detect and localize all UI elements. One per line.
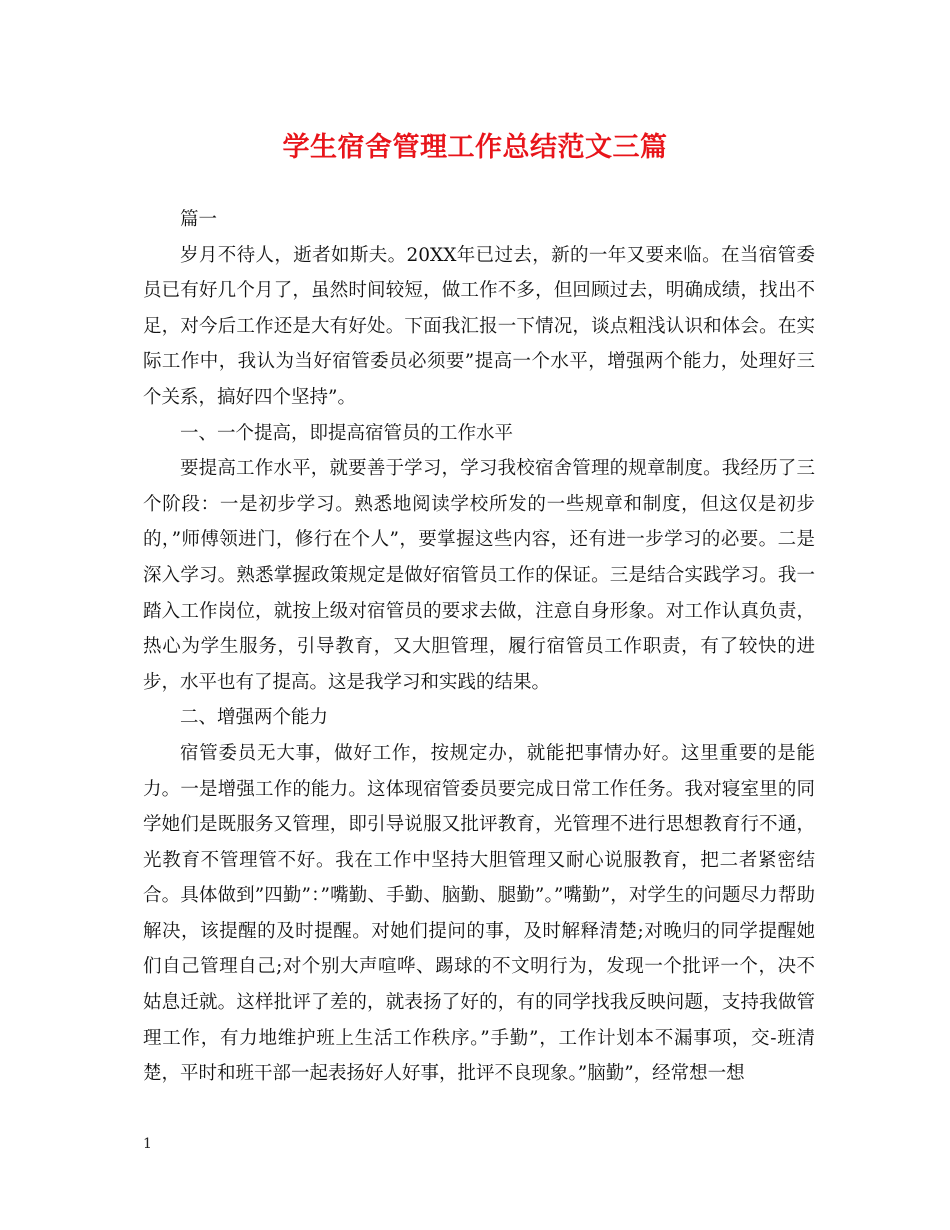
document-body	[143, 202, 815, 1092]
body-paragraph: 岁月不待人，逝者如斯夫。20XX年已过去，新的一年又要来临。在当宿管委员已有好几个月了，虽然时间较短，做工作不多，但回顾过去，明确成绩，找出不足，对今后工作还是大有好处。下面我汇报一下情况，谈点粗浅认识和体会。在实际工作中，我认为当好宿管委员必须要”提高一个水平，增强两个能力，处理好三个关系，搞好四个坚持”。	[143, 244, 815, 408]
section-heading: 一、一个提高，即提高宿管员的工作水平	[180, 422, 514, 444]
body-paragraph: 宿管委员无大事，做好工作，按规定办，就能把事情办好。这里重要的是能力。一是增强工作的能力。这体现宿管委员要完成日常工作任务。我对寝室里的同学她们是既服务又管理，即引导说服又批评教育，光管理不进行思想教育行不通，光教育不管理管不好。我在工作中坚持大胆管理又耐心说服教育，把二者紧密结合。具体做到”四勤”：”嘴勤、手勤、脑勤、腿勤”。”嘴勤”，对学生的问题尽力帮助解决，该提醒的及时提醒。对她们提问的事，及时解释清楚;对晚归的同学提醒她们自己管理自己;对个别大声喧哗、踢球的不文明行为，发现一个批评一个，决不姑息迁就。这样批评了差的，就表扬了好的，有的同学找我反映问题，支持我做管理工作，有力地维护班上生活工作秩序。”手勤”，工作计划本不漏事项，交-班清楚，平时和班干部一起表扬好人好事，批评不良现象。”脑勤”，经常想一想	[143, 742, 815, 1085]
page-number: 1	[143, 1136, 152, 1152]
section-heading: 二、增强两个能力	[180, 707, 329, 729]
body-paragraph: 要提高工作水平，就要善于学习，学习我校宿舍管理的规章制度。我经历了三个阶段：一是初步学习。熟悉地阅读学校所发的一些规章和制度，但这仅是初步的，”师傅领进门，修行在个人”，要掌握这些内容，还有进一步学习的必要。二是深入学习。熟悉掌握政策规定是做好宿管员工作的保证。三是结合实践学习。我一踏入工作岗位，就按上级对宿管员的要求去做，注意自身形象。对工作认真负责，热心为学生服务，引导教育，又大胆管理，履行宿管员工作职责，有了较快的进步，水平也有了提高。这是我学习和实践的结果。	[143, 458, 815, 693]
section-heading: 篇一	[180, 209, 218, 230]
document-title: 学生宿舍管理工作总结范文三篇	[282, 132, 668, 163]
